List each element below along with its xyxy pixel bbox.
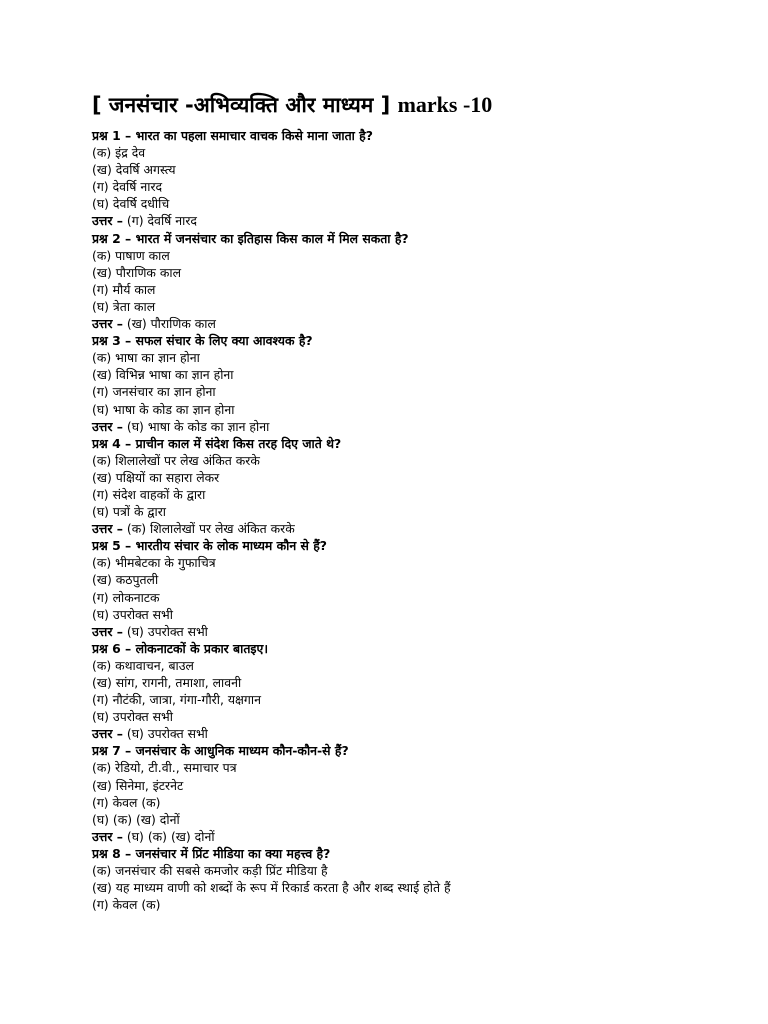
option-text: (घ) उपरोक्त सभी xyxy=(92,606,173,622)
option-text: (क) इंद्र देव xyxy=(92,145,146,161)
option-text: (ग) लोकनाटक xyxy=(92,589,160,605)
answer-label: उत्तर – xyxy=(92,623,123,639)
title-marks: marks -10 xyxy=(397,92,493,117)
answer-value: (क) शिलालेखों पर लेख अंकित करके xyxy=(126,521,295,537)
option-text: (क) जनसंचार की सबसे कमजोर कड़ी प्रिंट मीडिया है xyxy=(92,863,328,879)
answer-label: उत्तर – xyxy=(92,726,123,742)
option-text: (घ) त्रेता काल xyxy=(92,298,156,314)
option-text: (ख) पक्षियों का सहारा लेकर xyxy=(92,469,220,485)
answer-line xyxy=(92,725,732,742)
option-text: (ग) नौटंकी, जात्रा, गंगा-गौरी, यक्षगान xyxy=(92,692,261,708)
answer-value: (घ) उपरोक्त सभी xyxy=(126,623,208,639)
question-text: प्रश्न 7 – जनसंचार के आधुनिक माध्यम कौन-कौन-से हैं? xyxy=(92,743,349,759)
option-text: (ख) यह माध्यम वाणी को शब्दों के रूप में रिकार्ड करता है और शब्द स्थाई होते हैं xyxy=(92,880,451,896)
option-text: (ग) संदेश वाहकों के द्वारा xyxy=(92,486,206,502)
option-text: (ख) विभिन्न भाषा का ज्ञान होना xyxy=(92,367,234,383)
question-text: प्रश्न 2 – भारत में जनसंचार का इतिहास किस काल में मिल सकता है? xyxy=(92,230,409,246)
document-page xyxy=(92,90,732,913)
question-text: प्रश्न 4 – प्राचीन काल में संदेश किस तरह दिए जाते थे? xyxy=(92,435,342,451)
option-text: (क) शिलालेखों पर लेख अंकित करके xyxy=(92,452,260,468)
option-text: (ग) केवल (क) xyxy=(92,897,161,913)
option-text: (ग) जनसंचार का ज्ञान होना xyxy=(92,384,216,400)
option-text: (क) पाषाण काल xyxy=(92,247,170,263)
option-text: (ख) कठपुतली xyxy=(92,572,159,588)
answer-label: उत्तर – xyxy=(92,418,123,434)
option-text: (ख) पौराणिक काल xyxy=(92,264,182,280)
option-text: (क) भीमबेटका के गुफाचित्र xyxy=(92,555,216,571)
option-text: (ख) देवर्षि अगस्त्य xyxy=(92,162,176,178)
question-text: प्रश्न 8 – जनसंचार में प्रिंट मीडिया का क्या महत्त्व है? xyxy=(92,845,331,861)
title-text: [ जनसंचार -अभिव्यक्ति और माध्यम ] xyxy=(92,93,391,117)
answer-label: उत्तर – xyxy=(92,316,123,332)
question-text: प्रश्न 1 – भारत का पहला समाचार वाचक किसे माना जाता है? xyxy=(92,128,373,143)
answer-label: उत्तर – xyxy=(92,828,123,844)
answer-value: (ख) पौराणिक काल xyxy=(126,316,216,332)
option-text: (क) भाषा का ज्ञान होना xyxy=(92,350,200,366)
option-text: (घ) भाषा के कोड का ज्ञान होना xyxy=(92,401,235,417)
answer-label: उत्तर – xyxy=(92,213,123,229)
option-text: (घ) उपरोक्त सभी xyxy=(92,709,173,725)
question-text: प्रश्न 3 – सफल संचार के लिए क्या आवश्यक है? xyxy=(92,333,313,349)
answer-line xyxy=(92,828,732,845)
answer-value: (घ) भाषा के कोड का ज्ञान होना xyxy=(126,418,270,434)
answer-line xyxy=(92,623,732,640)
answer-label: उत्तर – xyxy=(92,521,123,537)
question-text: प्रश्न 6 – लोकनाटकों के प्रकार बातइए। xyxy=(92,640,269,656)
option-text: (क) रेडियो, टी.वी., समाचार पत्र xyxy=(92,760,237,776)
option-text: (घ) (क) (ख) दोनों xyxy=(92,811,180,827)
answer-value: (ग) देवर्षि नारद xyxy=(126,213,197,229)
option-text: (क) कथावाचन, बाउल xyxy=(92,657,194,673)
page-title xyxy=(92,90,732,120)
option-text: (ख) सिनेमा, इंटरनेट xyxy=(92,777,184,793)
option-text: (ख) सांग, रागनी, तमाशा, लावनी xyxy=(92,675,242,690)
answer-value: (घ) (क) (ख) दोनों xyxy=(126,828,215,844)
option-text: (ग) केवल (क) xyxy=(92,794,161,810)
option-text: (घ) पत्रों के द्वारा xyxy=(92,504,167,520)
answer-line xyxy=(92,418,732,435)
answer-line xyxy=(92,520,732,537)
option-text: (ग) देवर्षि नारद xyxy=(92,179,163,195)
answer-value: (घ) उपरोक्त सभी xyxy=(126,726,208,742)
answer-line xyxy=(92,315,732,332)
answer-line xyxy=(92,212,732,229)
question-list xyxy=(92,127,732,913)
option-text: (घ) देवर्षि दधीचि xyxy=(92,196,170,212)
option-text: (ग) मौर्य काल xyxy=(92,281,156,297)
question-text: प्रश्न 5 – भारतीय संचार के लोक माध्यम कौन से हैं? xyxy=(92,538,327,554)
